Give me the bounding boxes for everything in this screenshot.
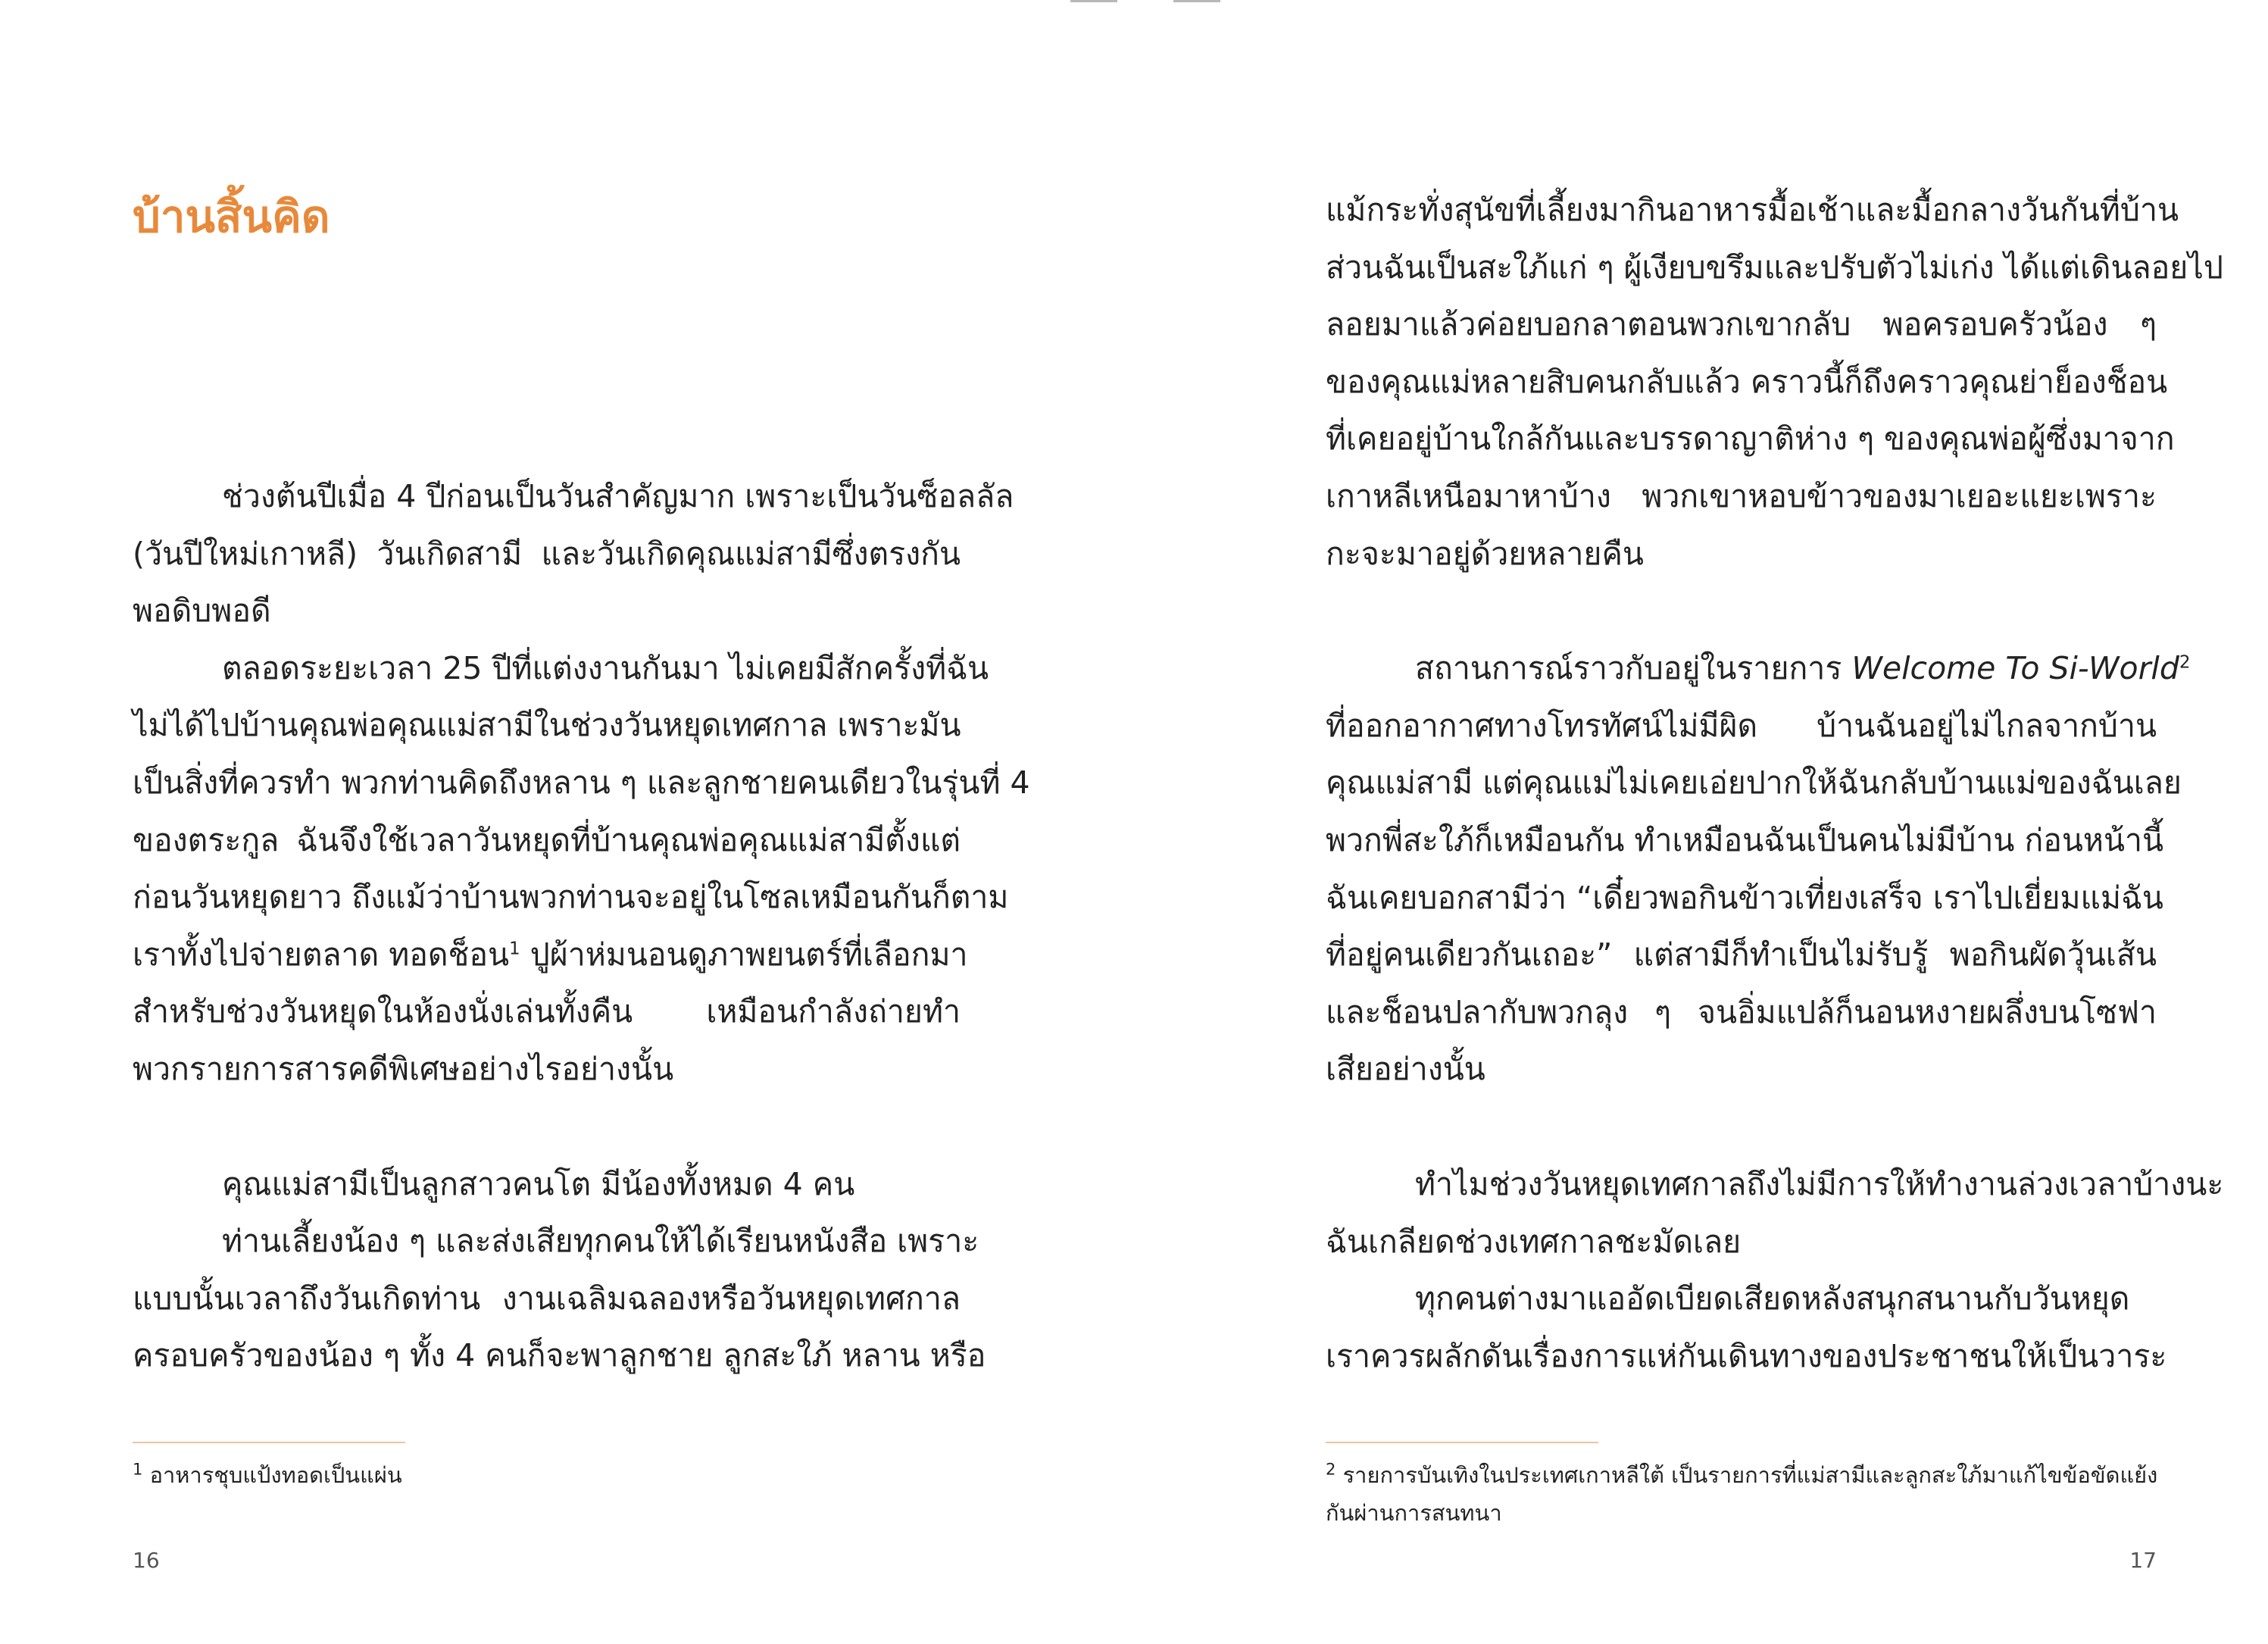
text-line: ทุกคนต่างมาแออัดเบียดเสียดหลังสนุกสนานกับวันหยุด <box>1415 1280 2130 1317</box>
text-line: ช่วงต้นปีเมื่อ 4 ปีก่อนเป็นวันสำคัญมาก เพราะเป็นวันซ็อลลัล <box>222 478 1014 514</box>
text-line: เป็นสิ่งที่ควรทำ พวกท่านคิดถึงหลาน ๆ และลูกชายคนเดียวในรุ่นที่ 4 <box>133 764 1030 801</box>
text-line: พอดิบพอดี <box>133 592 271 630</box>
text-line: ฉันเคยบอกสามีว่า “เดี๋ยวพอกินข้าวเที่ยงเสร็จ เราไปเยี่ยมแม่ฉัน <box>1326 879 2163 916</box>
footnote-1 <box>133 1456 402 1494</box>
page-number: 17 <box>2129 1548 2157 1573</box>
text-line: แม้กระทั่งสุนัขที่เลี้ยงมากินอาหารมื้อเช้าและมื้อกลางวันกันที่บ้าน <box>1326 192 2179 228</box>
top-rule-right <box>1173 0 1220 2</box>
text-line: ครอบครัวของน้อง ๆ ทั้ง 4 คนก็จะพาลูกชาย ลูกสะใภ้ หลาน หรือ <box>133 1337 986 1374</box>
footnote-number: 2 <box>1326 1460 1336 1479</box>
footnote-number: 1 <box>133 1460 143 1479</box>
text-line: ตลอดระยะเวลา 25 ปีที่แต่งงานกันมา ไม่เคยมีสักครั้งที่ฉัน <box>222 649 989 686</box>
text-line: ทำไมช่วงวันหยุดเทศกาลถึงไม่มีการให้ทำงานล่วงเวลาบ้างนะ <box>1415 1165 2224 1202</box>
text-line: ของคุณแม่หลายสิบคนกลับแล้ว คราวนี้ก็ถึงคราวคุณย่าย็องช็อน <box>1326 363 2168 400</box>
text-line: ฉันเกลียดช่วงเทศกาลชะมัดเลย <box>1326 1223 1742 1260</box>
text-line: พวกพี่สะใภ้ก็เหมือนกัน ทำเหมือนฉันเป็นคนไม่มีบ้าน ก่อนหน้านี้ <box>1326 821 2164 858</box>
text-line: ท่านเลี้ยงน้อง ๆ และส่งเสียทุกคนให้ได้เรียนหนังสือ เพราะ <box>222 1223 979 1260</box>
paragraph-gap <box>1326 583 2157 640</box>
text-line: แบบนั้นเวลาถึงวันเกิดท่าน งานเฉลิมฉลองหรือวันหยุดเทศกาล <box>133 1280 961 1317</box>
footnote-ref-2[interactable]: 2 <box>2179 652 2191 673</box>
paragraph-gap <box>1326 1099 2157 1156</box>
text-segment: สถานการณ์ราวกับอยู่ในรายการ <box>1415 650 1852 687</box>
text-line: ของตระกูล ฉันจึงใช้เวลาวันหยุดที่บ้านคุณพ่อคุณแม่สามีตั้งแต่ <box>133 821 961 858</box>
left-body-text <box>133 468 1030 1385</box>
right-body-text <box>1326 182 2224 1385</box>
text-line: กะจะมาอยู่ด้วยหลายคืน <box>1326 535 1644 572</box>
text-line-with-footnote-ref <box>1326 640 2191 698</box>
text-line: (วันปีใหม่เกาหลี) วันเกิดสามี และวันเกิดคุณแม่สามีซึ่งตรงกัน <box>133 535 961 572</box>
text-line: เสียอย่างนั้น <box>1326 1051 1485 1088</box>
footnote-rule <box>133 1442 405 1443</box>
text-line-with-footnote-ref <box>133 927 968 984</box>
text-line: เราควรผลักดันเรื่องการแห่กันเดินทางของประชาชนให้เป็นวาระ <box>1326 1337 2167 1374</box>
text-line: ไม่ได้ไปบ้านคุณพ่อคุณแม่สามีในช่วงวันหยุดเทศกาล เพราะมัน <box>133 707 961 744</box>
footnote-2 <box>1326 1456 2157 1532</box>
paragraph-gap <box>133 1099 961 1156</box>
text-line: ที่ออกอากาศทางโทรทัศน์ไม่มีผิด บ้านฉันอยู่ไม่ไกลจากบ้าน <box>1326 707 2157 744</box>
footnote-text: อาหารชุบแป้งทอดเป็นแผ่น <box>149 1462 402 1488</box>
text-line: คุณแม่สามีเป็นลูกสาวคนโต มีน้องทั้งหมด 4 คน <box>222 1165 855 1202</box>
text-segment: เราทั้งไปจ่ายตลาด ทอดช็อน <box>133 936 510 973</box>
text-line: คุณแม่สามี แต่คุณแม่ไม่เคยเอ่ยปากให้ฉันกลับบ้านแม่ของฉันเลย <box>1326 764 2182 802</box>
right-page <box>1134 0 2268 1644</box>
text-segment: ปูผ้าห่มนอนดูภาพยนตร์ที่เลือกมา <box>520 936 968 973</box>
text-line: ลอยมาแล้วค่อยบอกลาตอนพวกเขากลับ พอครอบครัวน้อง ๆ <box>1326 306 2157 343</box>
text-line: ที่เคยอยู่บ้านใกล้กันและบรรดาญาติห่าง ๆ ของคุณพ่อผู้ซึ่งมาจาก <box>1326 420 2175 458</box>
footnote-ref-1[interactable]: 1 <box>509 939 520 959</box>
text-line: เกาหลีเหนือมาหาบ้าง พวกเขาหอบข้าวของมาเยอะแยะเพราะ <box>1326 477 2157 514</box>
chapter-title: บ้านสิ้นคิด <box>133 191 330 242</box>
footnote-rule <box>1326 1442 1598 1443</box>
show-title: Welcome To Si-World <box>1851 650 2179 687</box>
text-line: และช็อนปลากับพวกลุง ๆ จนอิ่มแปล้ก็นอนหงายผลึ่งบนโซฟา <box>1326 993 2157 1030</box>
text-line: ส่วนฉันเป็นสะใภ้แก่ ๆ ผู้เงียบขรึมและปรับตัวไม่เก่ง ได้แต่เดินลอยไป <box>1326 248 2223 286</box>
text-line: สำหรับช่วงวันหยุดในห้องนั่งเล่นทั้งคืน เหมือนกำลังถ่ายทำ <box>133 993 961 1030</box>
footnote-line <box>1326 1456 2157 1494</box>
text-line: ก่อนวันหยุดยาว ถึงแม้ว่าบ้านพวกท่านจะอยู่ในโซลเหมือนกันก็ตาม <box>133 879 1009 916</box>
footnote-line: กันผ่านการสนทนา <box>1326 1500 1502 1526</box>
text-line: พวกรายการสารคดีพิเศษอย่างไรอย่างนั้น <box>133 1050 674 1087</box>
top-rule-left <box>1070 0 1117 2</box>
page-number: 16 <box>133 1548 160 1573</box>
text-line: ที่อยู่คนเดียวกันเถอะ” แต่สามีก็ทำเป็นไม่รับรู้ พอกินผัดวุ้นเส้น <box>1326 936 2157 974</box>
footnote-text: รายการบันเทิงในประเทศเกาหลีใต้ เป็นรายการที่แม่สามีและลูกสะใภ้มาแก้ไขข้อขัดแย้ง <box>1342 1462 2158 1488</box>
